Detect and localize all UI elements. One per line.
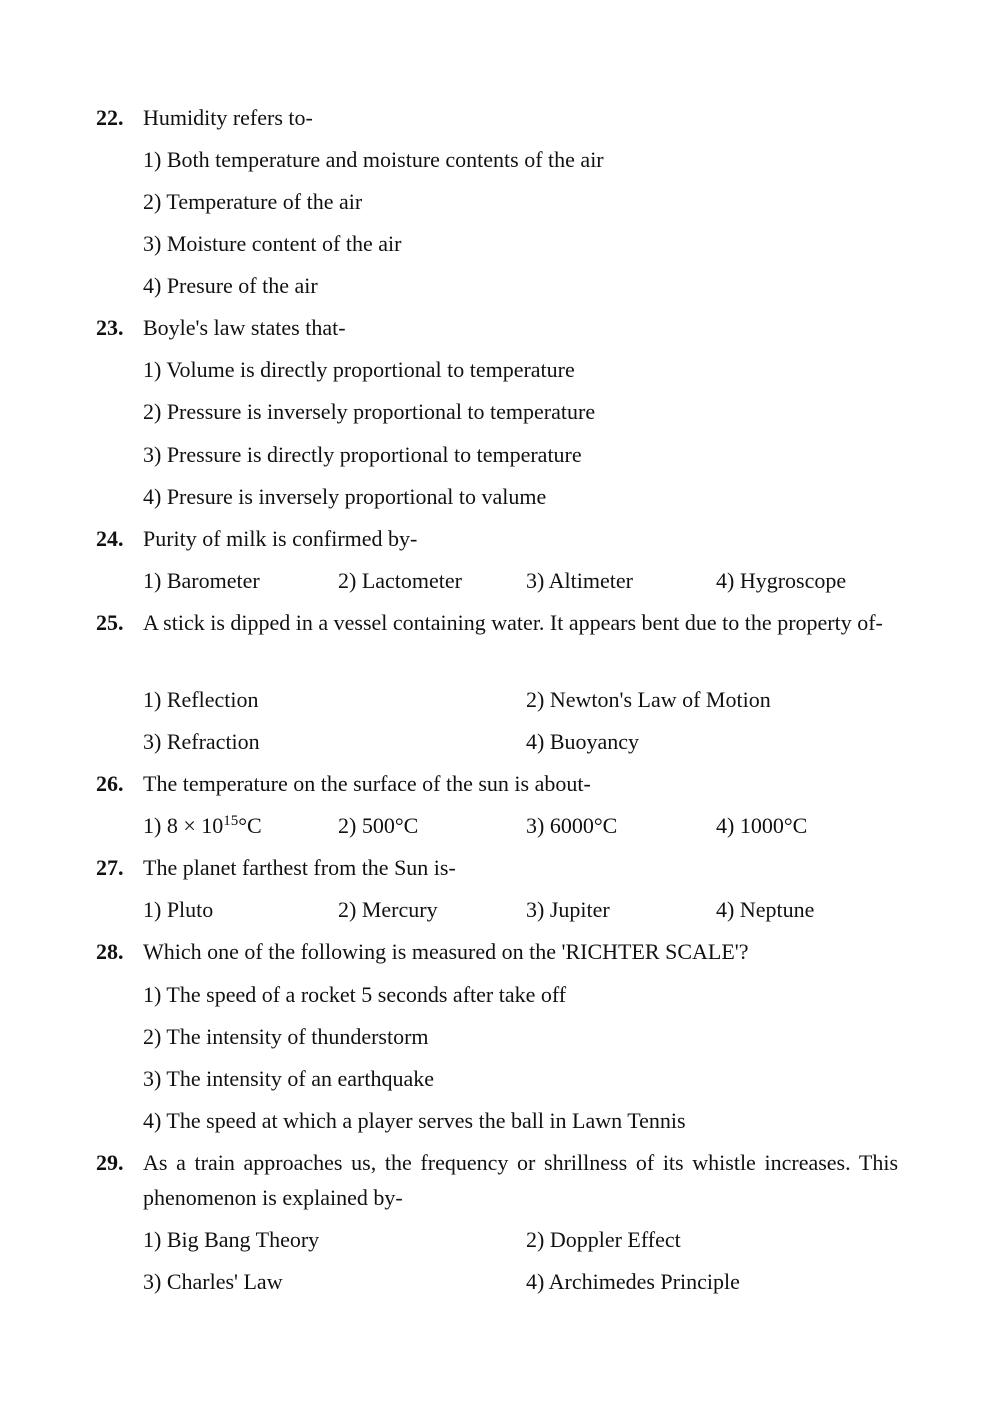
option-3: 3) Refraction: [143, 729, 260, 754]
question-text-line-2: property of-: [777, 610, 883, 635]
option-1: 1) Both temperature and moisture contents of the air: [143, 147, 604, 172]
option-1-exponent: 15: [223, 813, 239, 829]
option-3: 3) Altimeter: [526, 568, 633, 593]
option-4: 4) Presure of the air: [143, 273, 318, 298]
option-3: 3) 6000°C: [526, 813, 618, 838]
option-4: 4) 1000°C: [716, 813, 808, 838]
question-number: 25.: [96, 610, 124, 635]
question-number: 29.: [96, 1150, 124, 1175]
question-text: [143, 1145, 898, 1215]
option-1-suffix: °C: [238, 813, 262, 838]
question-number: 24.: [96, 526, 124, 551]
question-text: Boyle's law states that-: [143, 315, 346, 340]
option-4: 4) Neptune: [716, 897, 815, 922]
question-24: [96, 521, 898, 556]
option-4: 4) Presure is inversely proportional to valume: [143, 484, 547, 509]
question-text: Humidity refers to-: [143, 105, 313, 130]
question-text: Purity of milk is confirmed by-: [143, 526, 418, 551]
option-2: 2) 500°C: [338, 813, 419, 838]
question-26: [96, 766, 898, 801]
option-4: 4) The speed at which a player serves the ball in Lawn Tennis: [143, 1108, 686, 1133]
option-2: 2) Newton's Law of Motion: [526, 687, 771, 712]
question-number: 27.: [96, 855, 124, 880]
question-22: [96, 100, 898, 135]
question-number: 22.: [96, 105, 124, 130]
option-1-prefix: 1) 8 × 10: [143, 813, 224, 838]
option-1: 1) Reflection: [143, 687, 259, 712]
option-1: 1) Barometer: [143, 568, 260, 593]
option-2: 2) Temperature of the air: [143, 189, 363, 214]
question-27: [96, 850, 898, 885]
option-3: 3) Jupiter: [526, 897, 610, 922]
question-28: [96, 934, 898, 969]
question-number: 26.: [96, 771, 124, 796]
question-text-line-1: A stick is dipped in a vessel containing water. It appears bent due to the: [143, 610, 772, 635]
question-text: The planet farthest from the Sun is-: [143, 855, 456, 880]
option-3: 3) Moisture content of the air: [143, 231, 402, 256]
option-1: 1) Volume is directly proportional to temperature: [143, 357, 575, 382]
question-text: The temperature on the surface of the sun is about-: [143, 771, 591, 796]
option-1: 1) Big Bang Theory: [143, 1227, 320, 1252]
option-2: 2) Lactometer: [338, 568, 462, 593]
option-3: 3) Charles' Law: [143, 1269, 283, 1294]
question-text: Which one of the following is measured on the 'RICHTER SCALE'?: [143, 939, 749, 964]
option-2: 2) Doppler Effect: [526, 1227, 681, 1252]
option-4: 4) Buoyancy: [526, 729, 640, 754]
option-2: 2) Mercury: [338, 897, 438, 922]
question-number: 28.: [96, 939, 124, 964]
question-text-line-1: As a train approaches us, the frequency or shrillness of its whistle increases. This: [143, 1150, 898, 1175]
option-3: 3) Pressure is directly proportional to temperature: [143, 442, 582, 467]
option-1: [143, 811, 262, 841]
question-text-line-2: phenomenon is explained by-: [143, 1185, 403, 1210]
question-25: [96, 605, 898, 640]
question-23: [96, 310, 898, 345]
question-number: 23.: [96, 315, 124, 340]
question-text: [143, 605, 898, 640]
option-4: 4) Hygroscope: [716, 568, 847, 593]
option-2: 2) The intensity of thunderstorm: [143, 1024, 429, 1049]
option-4: 4) Archimedes Principle: [526, 1269, 740, 1294]
option-1: 1) Pluto: [143, 897, 214, 922]
option-2: 2) Pressure is inversely proportional to temperature: [143, 399, 596, 424]
option-3: 3) The intensity of an earthquake: [143, 1066, 434, 1091]
option-1: 1) The speed of a rocket 5 seconds after take off: [143, 982, 567, 1007]
question-29: [96, 1145, 898, 1215]
